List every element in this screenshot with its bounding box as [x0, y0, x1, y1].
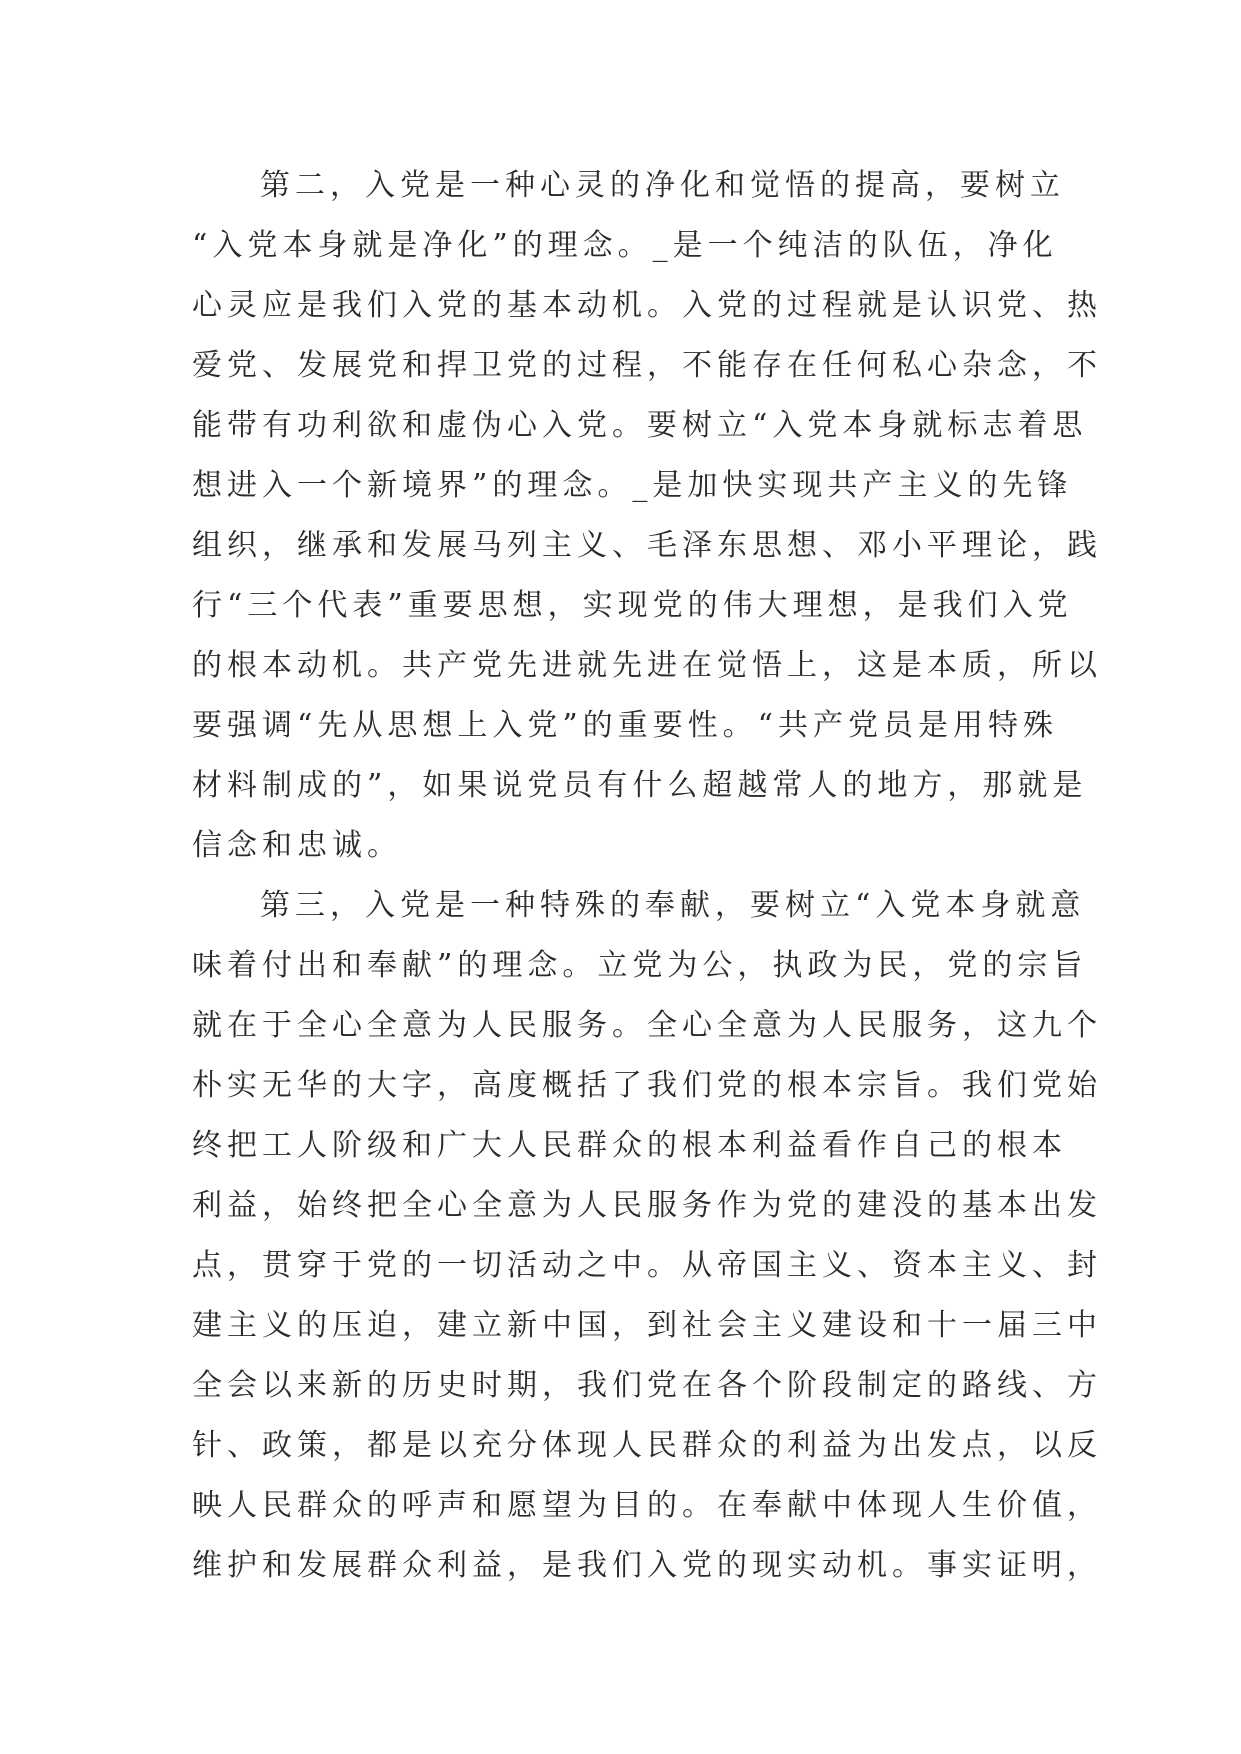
text-line: “入党本身就是净化”的理念。_是一个纯洁的队伍，净化: [192, 228, 1058, 263]
paragraph-1: [192, 156, 1102, 876]
text-line: 利益，始终把全心全意为人民服务作为党的建没的基本出发: [192, 1188, 1102, 1223]
text-line: 针、政策，都是以充分体现人民群众的利益为出发点，以反: [192, 1428, 1102, 1463]
text-line: 第二，入党是一种心灵的净化和觉悟的提高，要树立: [260, 168, 1065, 203]
text-line: 行“三个代表”重要思想，实现党的伟大理想，是我们入党: [192, 588, 1073, 623]
text-line: 组织，继承和发展马列主义、毛泽东思想、邓小平理论，践: [192, 528, 1102, 563]
text-line: 味着付出和奉献”的理念。立党为公，执政为民，党的宗旨: [192, 948, 1088, 983]
text-line: 建主义的压迫，建立新中国，到社会主义建设和十一届三中: [192, 1308, 1102, 1343]
text-line: 点，贯穿于党的一切活动之中。从帝国主义、资本主义、封: [192, 1248, 1102, 1283]
text-line: 信念和忠诚。: [192, 828, 402, 863]
text-line: 全会以来新的历史时期，我们党在各个阶段制定的路线、方: [192, 1368, 1102, 1403]
text-line: 终把工人阶级和广大人民群众的根本利益看作自己的根本: [192, 1128, 1067, 1163]
body-text: [192, 156, 1102, 1596]
text-line: 材料制成的”，如果说党员有什么超越常人的地方，那就是: [192, 768, 1088, 803]
text-line: 要强调“先从思想上入党”的重要性。“共产党员是用特殊: [192, 708, 1059, 743]
text-line: 维护和发展群众利益，是我们入党的现实动机。事实证明，: [192, 1548, 1102, 1583]
text-line: 的根本动机。共产党先进就先进在觉悟上，这是本质，所以: [192, 648, 1102, 683]
text-line: 爱党、发展党和捍卫党的过程，不能存在任何私心杂念，不: [192, 348, 1102, 383]
text-line: 能带有功利欲和虚伪心入党。要树立“入党本身就标志着思: [192, 408, 1088, 443]
text-line: 映人民群众的呼声和愿望为目的。在奉献中体现人生价值，: [192, 1488, 1102, 1523]
paragraph-2: [192, 876, 1102, 1596]
text-line: 想进入一个新境界”的理念。_是加快实现共产主义的先锋: [192, 468, 1073, 503]
text-line: 心灵应是我们入党的基本动机。入党的过程就是认识党、热: [192, 288, 1102, 323]
text-line: 第三，入党是一种特殊的奉献，要树立“入党本身就意: [260, 888, 1086, 923]
text-line: 就在于全心全意为人民服务。全心全意为人民服务，这九个: [192, 1008, 1102, 1043]
text-line: 朴实无华的大字，高度概括了我们党的根本宗旨。我们党始: [192, 1068, 1102, 1103]
